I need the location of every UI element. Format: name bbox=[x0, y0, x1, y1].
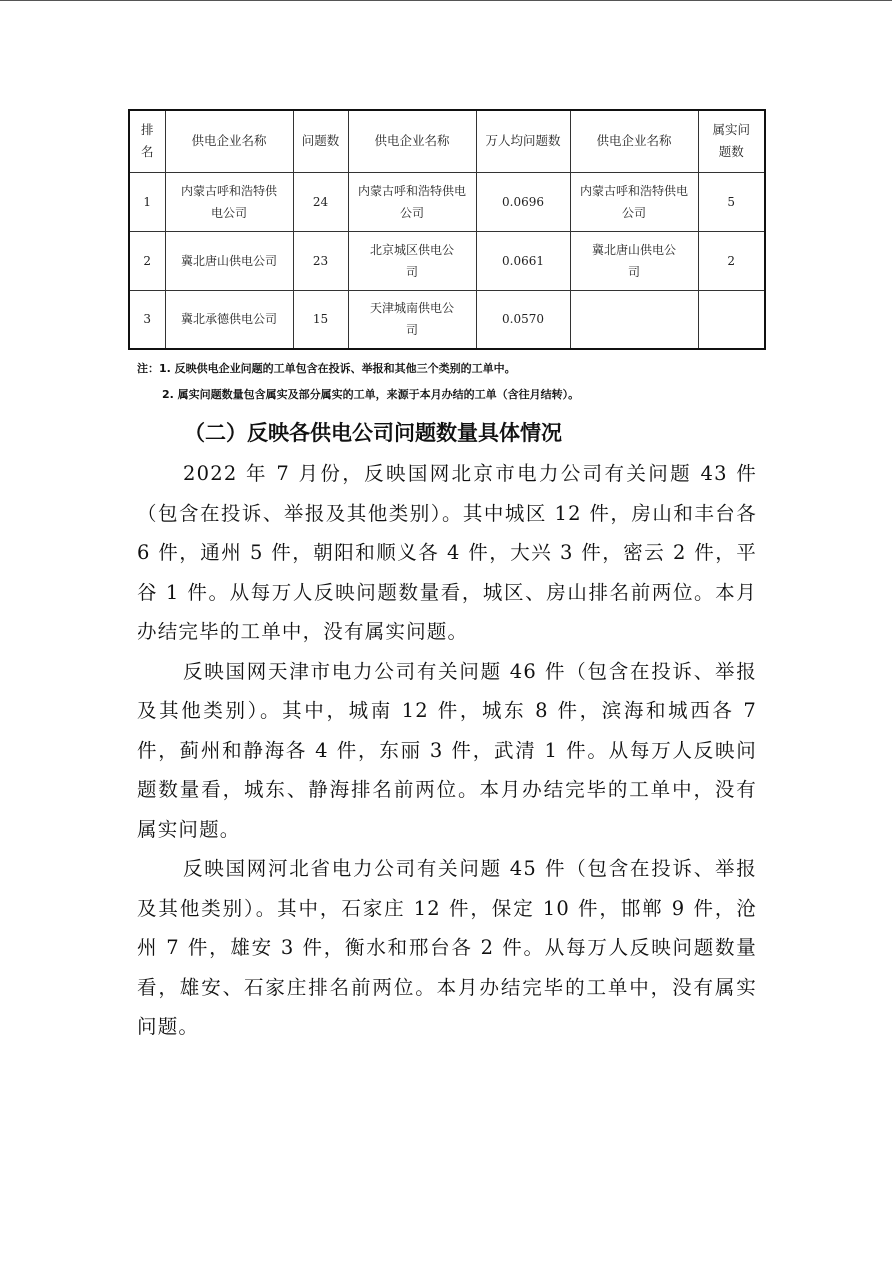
cell-company: 内蒙古呼和浩特供电公司 bbox=[165, 172, 293, 231]
cell-company: 天津城南供电公司 bbox=[348, 290, 476, 349]
header-company-name: 供电企业名称 bbox=[570, 110, 698, 172]
note-2: 2. 属实问题数量包含属实及部分属实的工单，来源于本月办结的工单（含往月结转）。 bbox=[162, 388, 580, 401]
section-heading: （二）反映各供电公司问题数量具体情况 bbox=[184, 421, 562, 445]
table-row bbox=[129, 290, 765, 349]
cell-per-10k: 0.0570 bbox=[476, 290, 570, 349]
cell-issue-count: 24 bbox=[293, 172, 348, 231]
table-row bbox=[129, 172, 765, 231]
header-company-name: 供电企业名称 bbox=[348, 110, 476, 172]
cell-company: 内蒙古呼和浩特供电公司 bbox=[570, 172, 698, 231]
cell-rank: 1 bbox=[129, 172, 165, 231]
cell-issue-count: 23 bbox=[293, 231, 348, 290]
cell-issue-count: 15 bbox=[293, 290, 348, 349]
cell-rank: 2 bbox=[129, 231, 165, 290]
note-1: 注：1. 反映供电企业问题的工单包含在投诉、举报和其他三个类别的工单中。 bbox=[137, 362, 516, 375]
cell-company bbox=[570, 290, 698, 349]
table-notes bbox=[137, 356, 777, 408]
header-per-10k-issues: 万人均问题数 bbox=[476, 110, 570, 172]
header-issue-count: 问题数 bbox=[293, 110, 348, 172]
paragraph-hebei: 反映国网河北省电力公司有关问题 45 件（包含在投诉、举报及其他类别）。其中，石家庄 12 件，保定 10 件，邯郸 9 件，沧州 7 件，雄安 3 件，衡水和邢台各 2 件。从每万人反映问题数量看，雄安、石家庄排名前两位。本月办结完毕的工单中，没有属实问题。 bbox=[137, 857, 757, 1038]
cell-verified bbox=[698, 290, 765, 349]
paragraph-tianjin: 反映国网天津市电力公司有关问题 46 件（包含在投诉、举报及其他类别）。其中，城南 12 件，城东 8 件，滨海和城西各 7 件，蓟州和静海各 4 件，东丽 3 件，武清 1 件。从每万人反映问题数量看，城东、静海排名前两位。本月办结完毕的工单中，没有属实问题。 bbox=[137, 659, 757, 841]
cell-per-10k: 0.0696 bbox=[476, 172, 570, 231]
ranking-table bbox=[128, 109, 766, 350]
header-company-name: 供电企业名称 bbox=[165, 110, 293, 172]
paragraph-beijing: 2022 年 7 月份，反映国网北京市电力公司有关问题 43 件（包含在投诉、举报及其他类别）。其中城区 12 件，房山和丰台各 6 件，通州 5 件，朝阳和顺义各 4 件，大兴 3 件，密云 2 件，平谷 1 件。从每万人反映问题数量看，城区、房山排名前两位。本月办结完毕的工单中，没有属实问题。 bbox=[137, 462, 757, 643]
cell-company: 冀北唐山供电公司 bbox=[570, 231, 698, 290]
header-rank: 排名 bbox=[129, 110, 165, 172]
cell-company: 北京城区供电公司 bbox=[348, 231, 476, 290]
table-header-row bbox=[129, 110, 765, 172]
cell-verified: 5 bbox=[698, 172, 765, 231]
table-row bbox=[129, 231, 765, 290]
cell-verified: 2 bbox=[698, 231, 765, 290]
cell-rank: 3 bbox=[129, 290, 165, 349]
cell-per-10k: 0.0661 bbox=[476, 231, 570, 290]
body-text bbox=[137, 454, 757, 1047]
cell-company: 冀北唐山供电公司 bbox=[165, 231, 293, 290]
cell-company: 内蒙古呼和浩特供电公司 bbox=[348, 172, 476, 231]
header-verified-issues: 属实问题数 bbox=[698, 110, 765, 172]
cell-company: 冀北承德供电公司 bbox=[165, 290, 293, 349]
